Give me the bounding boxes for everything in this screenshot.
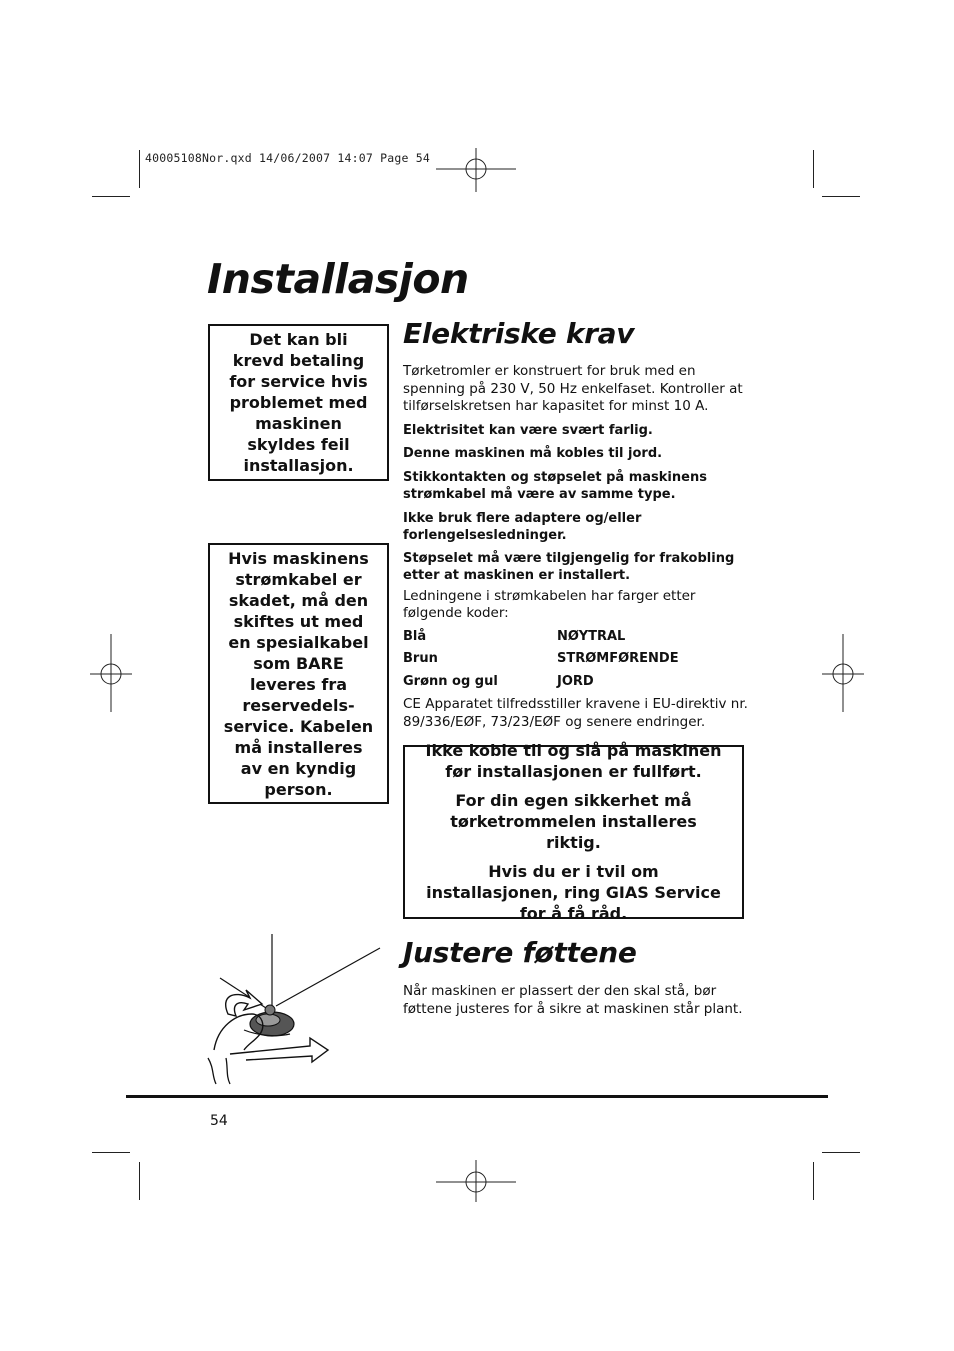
wire-code-table bbox=[403, 628, 748, 691]
wires-intro: Ledningene i strømkabelen har farger etter følgende koder: bbox=[403, 587, 696, 621]
notice-line-2: For din egen sikkerhet må tørketrommelen installeres riktig. bbox=[450, 791, 697, 852]
power-cable-note bbox=[208, 543, 389, 804]
installation-cost-note bbox=[208, 324, 389, 481]
registration-mark-left bbox=[90, 634, 134, 714]
wire-row bbox=[403, 673, 748, 691]
notice-line-1: Ikke koble til og slå på maskinen før installasjonen er fullført. bbox=[425, 741, 722, 781]
wire-function: NØYTRAL bbox=[557, 628, 626, 644]
warning-5: Støpselet må være tilgjengelig for frakobling etter at maskinen er installert. bbox=[403, 550, 735, 583]
warning-1: Elektrisitet kan være svært farlig. bbox=[403, 422, 653, 438]
page-title: Installasjon bbox=[207, 255, 469, 303]
warning-4: Ikke bruk flere adaptere og/eller forlengelsesledninger. bbox=[403, 510, 642, 543]
registration-mark-top bbox=[436, 148, 518, 194]
electrical-intro: Tørketromler er konstruert for bruk med en spenning på 230 V, 50 Hz enkelfaset. Kontroller at tilførselskretsen har kapasitet for minst 10 A. bbox=[403, 363, 743, 414]
footer-rule bbox=[126, 1095, 828, 1098]
foot-adjust-illustration bbox=[200, 934, 385, 1086]
wire-function: STRØMFØRENDE bbox=[557, 651, 679, 666]
wire-color: Blå bbox=[403, 628, 427, 644]
print-slug: 40005108Nor.qxd 14/06/2007 14:07 Page 54 bbox=[145, 151, 430, 165]
electrical-section bbox=[403, 363, 748, 731]
feet-text: Når maskinen er plassert der den skal stå, bør føttene justeres for å sikre at maskinen står plant. bbox=[403, 983, 743, 1017]
warning-3: Stikkontakten og støpselet på maskinens strømkabel må være av samme type. bbox=[403, 469, 707, 502]
notice-line-3: Hvis du er i tvil om installasjonen, ring GIAS Service for å få råd. bbox=[426, 862, 721, 923]
wire-row bbox=[403, 650, 748, 668]
warning-2: Denne maskinen må kobles til jord. bbox=[403, 446, 663, 461]
registration-mark-bottom bbox=[436, 1160, 518, 1204]
wire-row bbox=[403, 628, 748, 646]
ce-compliance: CE Apparatet tilfredsstiller kravene i EU-direktiv nr. 89/336/EØF, 73/23/EØF og senere endringer. bbox=[403, 696, 748, 730]
power-cable-text: Hvis maskinens strømkabel er skadet, må den skiftes ut med en spesialkabel som BARE leveres fra reservedels-service. Kabelen må installeres av en kyndig person. bbox=[223, 548, 374, 799]
page-number: 54 bbox=[210, 1113, 228, 1129]
registration-mark-right bbox=[822, 634, 866, 714]
wire-color: Grønn og gul bbox=[403, 673, 498, 689]
safety-notice bbox=[403, 741, 744, 923]
feet-heading: Justere føttene bbox=[403, 936, 637, 969]
wire-color: Brun bbox=[403, 651, 438, 666]
wire-function: JORD bbox=[557, 673, 594, 689]
installation-cost-text: Det kan bli krevd betaling for service hvis problemet med maskinen skyldes feil installasjon. bbox=[229, 330, 368, 475]
electrical-heading: Elektriske krav bbox=[403, 317, 635, 350]
